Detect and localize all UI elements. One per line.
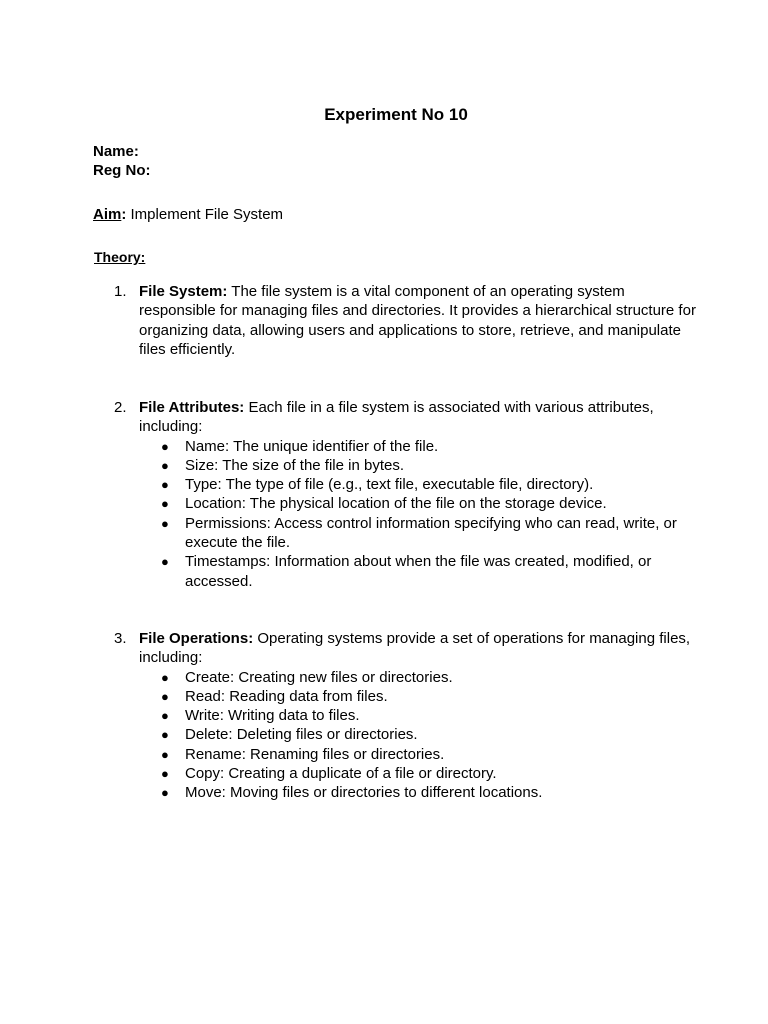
- list-item-text: Rename: Renaming files or directories.: [185, 745, 445, 763]
- list-item-text: Move: Moving files or directories to different locations.: [185, 784, 543, 802]
- list-item: [161, 475, 704, 494]
- item-number: 1.: [114, 283, 127, 300]
- name-label: Name:: [93, 143, 139, 160]
- bullet-icon: ●: [161, 438, 169, 454]
- list-item-text: Create: Creating new files or directories.: [185, 668, 453, 686]
- bullet-icon: ●: [161, 708, 169, 724]
- list-item-text: Write: Writing data to files.: [185, 707, 360, 725]
- item-title: File Attributes:: [139, 399, 245, 416]
- operations-bullet-list: [114, 668, 704, 803]
- list-item-text: Permissions: Access control information specifying who can read, write, or execute the file.: [185, 514, 677, 552]
- list-item-text: Copy: Creating a duplicate of a file or directory.: [185, 765, 497, 783]
- list-item-text: Location: The physical location of the file on the storage device.: [185, 495, 607, 513]
- list-item: [161, 745, 704, 764]
- list-item: [161, 764, 704, 783]
- aim-colon: :: [121, 206, 127, 223]
- numbered-item: [114, 629, 704, 668]
- section-file-attributes: [114, 398, 704, 591]
- item-title: File System:: [139, 283, 228, 300]
- aim-line: [93, 205, 283, 224]
- section-file-operations: [114, 629, 704, 803]
- list-item: [161, 514, 704, 553]
- aim-label: Aim: [93, 206, 122, 223]
- attributes-bullet-list: [114, 437, 704, 591]
- list-item: [161, 494, 704, 513]
- bullet-icon: ●: [161, 746, 169, 762]
- list-item-text: Delete: Deleting files or directories.: [185, 726, 418, 744]
- list-item: [161, 783, 704, 802]
- page-title: Experiment No 10: [324, 105, 468, 124]
- list-item-text: Timestamps: Information about when the file was created, modified, or accessed.: [185, 553, 652, 590]
- bullet-icon: ●: [161, 688, 169, 704]
- item-title: File Operations:: [139, 630, 254, 647]
- list-item: [161, 437, 704, 456]
- theory-heading: Theory:: [94, 249, 146, 265]
- item-text: The file system is a vital component of an operating system responsible for managing files and directories. It provides a hierarchical structure for organizing data, allowing users and applications to store, retrieve, and manipulate files efficiently.: [139, 283, 696, 358]
- bullet-icon: ●: [161, 766, 169, 782]
- bullet-icon: ●: [161, 496, 169, 512]
- bullet-icon: ●: [161, 515, 169, 531]
- numbered-item: [114, 398, 704, 437]
- bullet-icon: ●: [161, 477, 169, 493]
- list-item-text: Read: Reading data from files.: [185, 687, 388, 705]
- list-item: [161, 725, 704, 744]
- section-file-system: [114, 282, 704, 359]
- list-item: [161, 706, 704, 725]
- list-item: [161, 668, 704, 687]
- list-item: [161, 687, 704, 706]
- bullet-icon: ●: [161, 669, 169, 685]
- bullet-icon: ●: [161, 727, 169, 743]
- item-text: Operating systems provide a set of operations for managing files, including:: [139, 630, 691, 667]
- list-item-text: Name: The unique identifier of the file.: [185, 437, 439, 455]
- item-number: 3.: [114, 630, 127, 647]
- item-number: 2.: [114, 399, 127, 416]
- list-item: [161, 456, 704, 475]
- bullet-icon: ●: [161, 785, 169, 801]
- list-item: [161, 552, 704, 591]
- item-text: Each file in a file system is associated with various attributes, including:: [139, 399, 654, 436]
- list-item-text: Type: The type of file (e.g., text file, executable file, directory).: [185, 476, 594, 494]
- numbered-item: [114, 282, 704, 359]
- aim-text: Implement File System: [130, 206, 284, 223]
- bullet-icon: ●: [161, 554, 169, 570]
- reg-no-label: Reg No:: [93, 162, 151, 179]
- list-item-text: Size: The size of the file in bytes.: [185, 456, 405, 474]
- bullet-icon: ●: [161, 457, 169, 473]
